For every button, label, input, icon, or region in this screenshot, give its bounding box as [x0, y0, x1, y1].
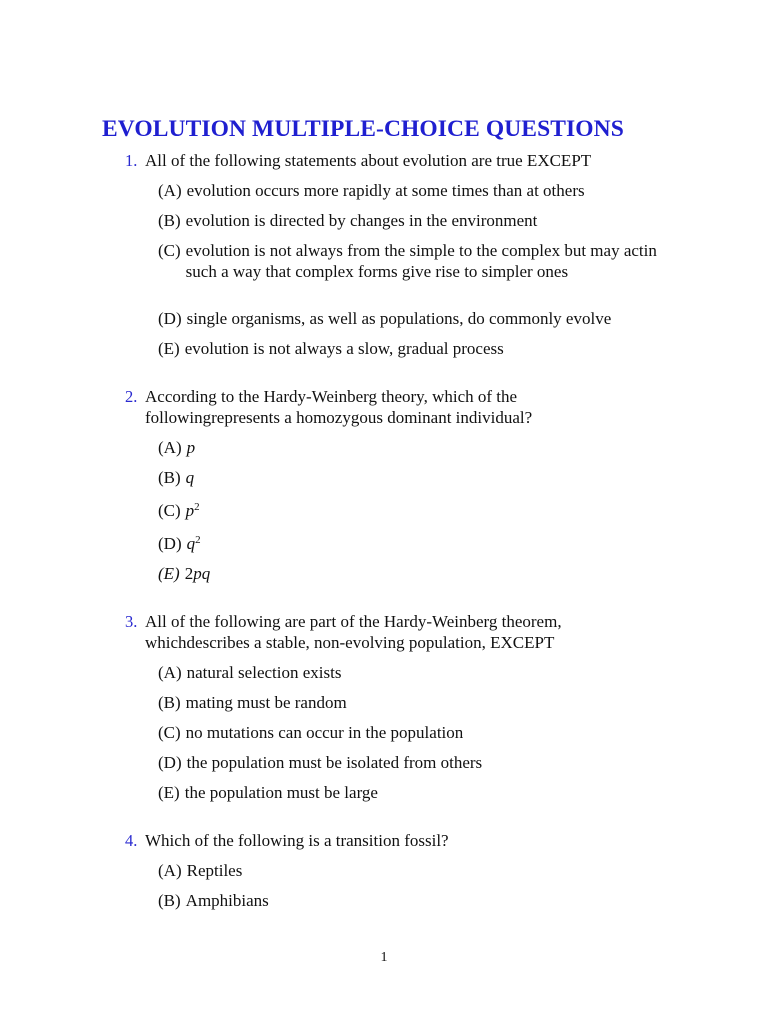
- option-text: natural selection exists: [186, 663, 342, 682]
- option-label: (B): [158, 891, 181, 910]
- option-label: (A): [158, 861, 182, 880]
- page-title: EVOLUTION MULTIPLE-CHOICE QUESTIONS: [102, 116, 624, 142]
- option-text: the population must be large: [184, 783, 378, 802]
- question-text-line: All of the following are part of the Hardy-Weinberg theorem,: [145, 612, 562, 631]
- option-a: [158, 437, 678, 458]
- option-a: [158, 662, 678, 683]
- option-label: (E): [158, 564, 180, 583]
- option-label: (D): [158, 309, 182, 328]
- question-number: 1.: [125, 151, 138, 170]
- option-text: Amphibians: [185, 891, 269, 910]
- question-text-line: According to the Hardy-Weinberg theory, which of the: [145, 387, 518, 406]
- variable-pq: pq: [193, 564, 211, 583]
- option-b: [158, 210, 678, 231]
- coefficient: 2: [184, 564, 194, 583]
- question-text-line: whichdescribes a stable, non-evolving population, EXCEPT: [145, 633, 555, 652]
- option-text: Reptiles: [186, 861, 243, 880]
- option-label: (A): [158, 438, 182, 457]
- option-d: [158, 752, 678, 773]
- option-label: (E): [158, 783, 180, 802]
- option-label: (D): [158, 534, 182, 553]
- option-text: evolution is not always a slow, gradual process: [184, 339, 504, 358]
- question-number: 3.: [125, 612, 138, 631]
- variable-q: q: [186, 534, 196, 553]
- option-b: [158, 467, 678, 488]
- question-text: [145, 611, 705, 653]
- option-e: [158, 563, 678, 584]
- option-label: (B): [158, 693, 181, 712]
- option-label: (C): [158, 501, 181, 520]
- option-label: (B): [158, 468, 181, 487]
- question-text-line: followingrepresents a homozygous dominant individual?: [145, 408, 533, 427]
- variable-p: p: [185, 501, 195, 520]
- option-text: no mutations can occur in the population: [185, 723, 464, 742]
- option-c: [158, 722, 678, 743]
- question-text: Which of the following is a transition fossil?: [145, 831, 449, 850]
- question-number: 2.: [125, 387, 138, 406]
- question-number: 4.: [125, 831, 138, 850]
- option-d: [158, 533, 678, 554]
- option-text: single organisms, as well as populations, do commonly evolve: [186, 309, 612, 328]
- option-c: [158, 240, 668, 282]
- option-label: (C): [158, 241, 181, 260]
- page-number: 1: [380, 950, 388, 965]
- option-label: (A): [158, 181, 182, 200]
- variable-q: q: [185, 468, 195, 487]
- question-text: [145, 386, 705, 428]
- option-e: [158, 338, 678, 359]
- question-text: All of the following statements about evolution are true EXCEPT: [145, 151, 592, 170]
- option-text: evolution is not always from the simple to the complex but may actin such a way that complex forms give rise to simpler ones: [185, 241, 657, 281]
- option-a: [158, 860, 678, 881]
- option-d: [158, 308, 678, 329]
- option-label: (B): [158, 211, 181, 230]
- superscript: 2: [195, 534, 201, 546]
- option-e: [158, 782, 678, 803]
- option-label: (E): [158, 339, 180, 358]
- option-b: [158, 890, 678, 911]
- variable-p: p: [186, 438, 196, 457]
- option-label: (D): [158, 753, 182, 772]
- option-label: (A): [158, 663, 182, 682]
- option-a: [158, 180, 678, 201]
- option-label: (C): [158, 723, 181, 742]
- option-c: [158, 500, 678, 521]
- superscript: 2: [194, 501, 200, 513]
- option-text: mating must be random: [185, 693, 347, 712]
- option-text: evolution is directed by changes in the environment: [185, 211, 538, 230]
- option-text: the population must be isolated from others: [186, 753, 483, 772]
- option-text: evolution occurs more rapidly at some times than at others: [186, 181, 585, 200]
- option-b: [158, 692, 678, 713]
